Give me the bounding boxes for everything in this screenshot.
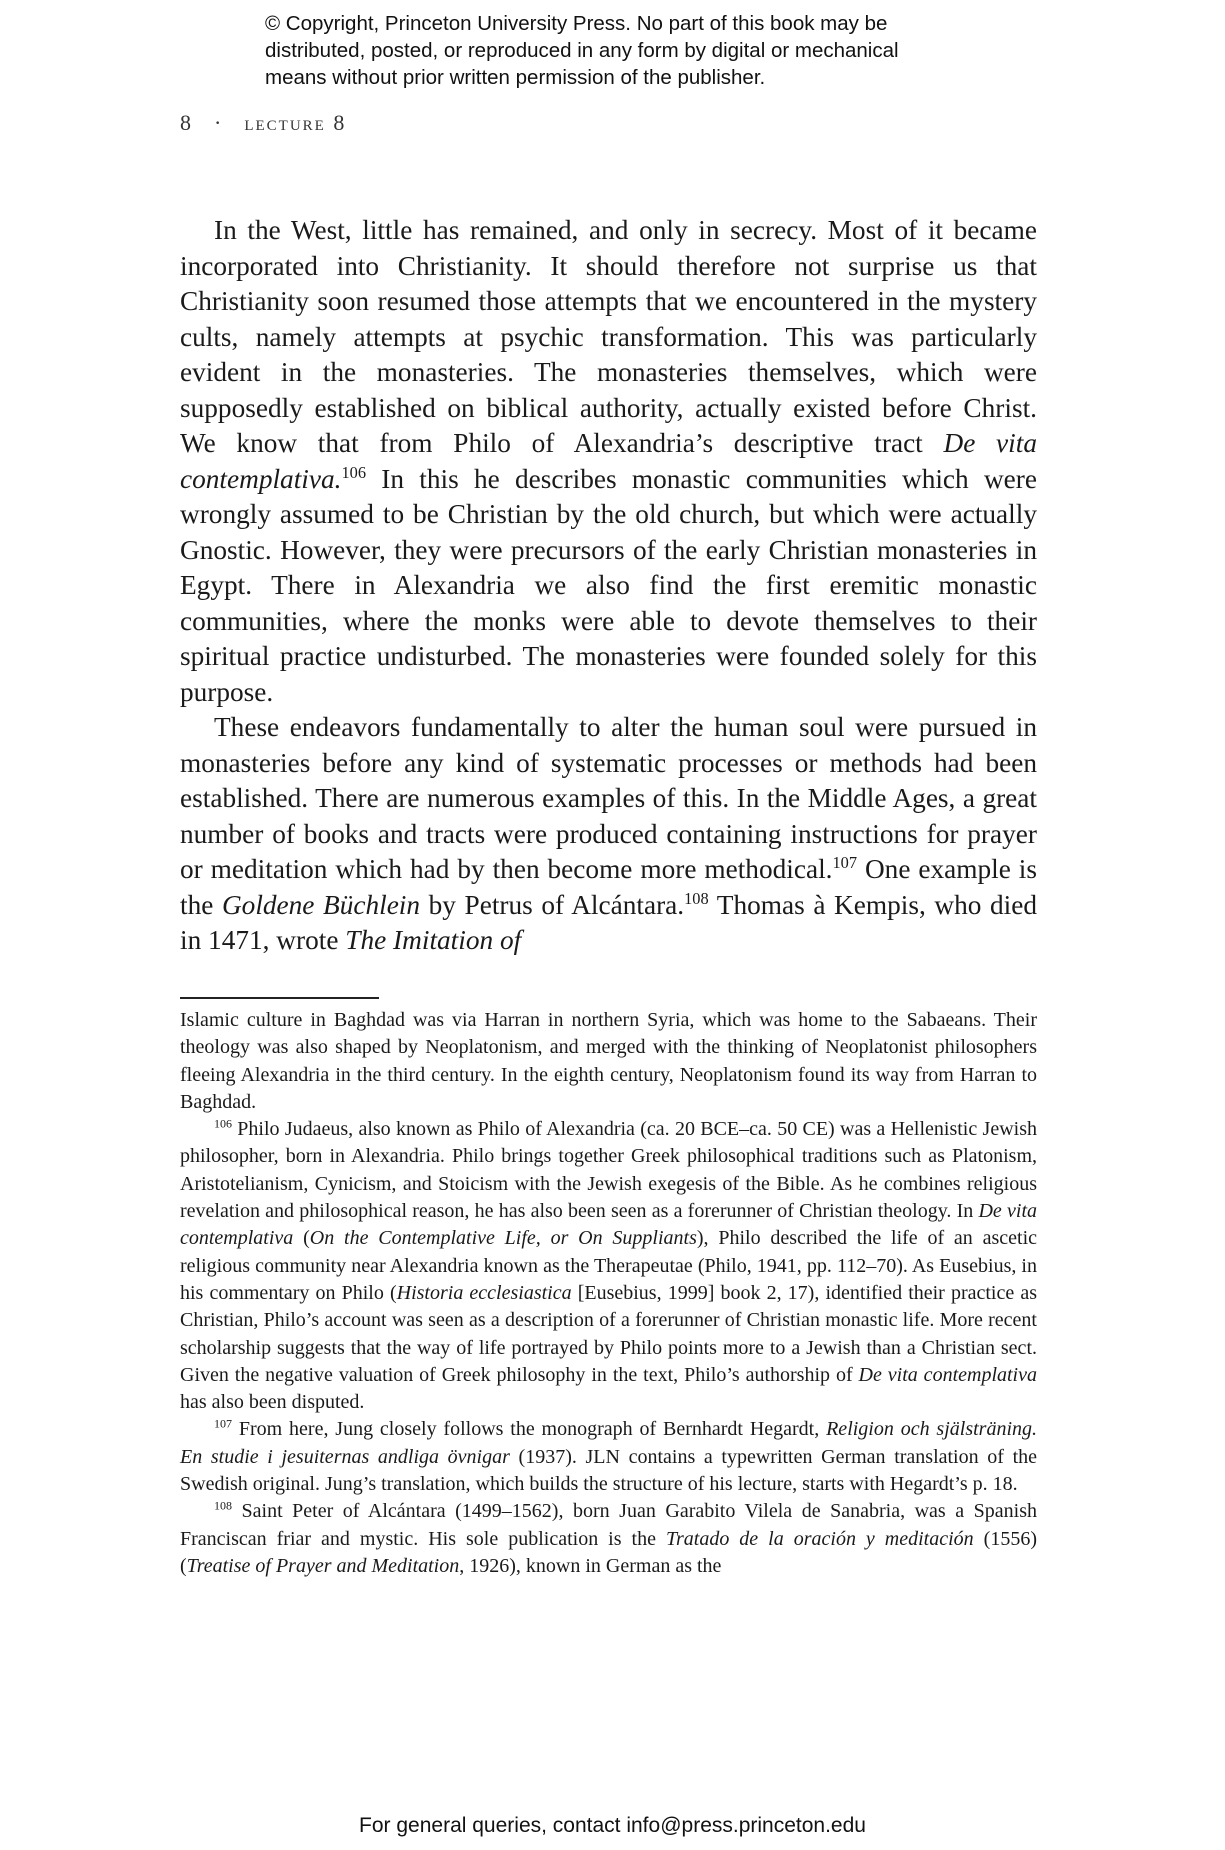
book-title: On the Contemplative Life, or On Suppliants	[309, 1227, 697, 1250]
text-run: Philo Judaeus, also known as Philo of Alexandria (ca. 20 BCE–ca. 50 CE) was a Hellenistic Jewish philosopher, born in Alexandria. Philo brings together Greek philosophical traditions such as Platonism, Aristotelianism, Cynicism, and Stoicism with the Jewish exegesis of the Bible. As he combines religious revelation and philosophical reason, he has also been seen as a forerunner of Christian theology. In	[180, 1118, 1037, 1223]
footnote-rule	[180, 997, 379, 999]
copyright-line: © Copyright, Princeton University Press. No part of this book may be	[265, 12, 888, 35]
copyright-line: means without prior written permission of the publisher.	[265, 66, 766, 89]
book-title: Religion och själsträning. En studie i jesuiternas andliga övnigar	[180, 1418, 1038, 1468]
page-number: 8	[180, 110, 192, 135]
text-run: From here, Jung closely follows the monograph of Bernhardt Hegardt,	[232, 1418, 827, 1441]
text-run: (1937). JLN contains a typewritten German translation of the Swedish original. Jung’s translation, which builds the structure of his lecture, starts with Hegardt’s p. 18.	[180, 1445, 1038, 1496]
book-title: Tratado de la oración y meditación	[665, 1527, 974, 1550]
text-run: [Eusebius, 1999] book 2, 17), identified their practice as Christian, Philo’s account was seen as a description of a forerunner of Christian monastic life. More recent scholarship suggests that the way of life portrayed by Philo points more to a Jewish than a Christian sect. Given the negative valuation of Greek philosophy in the text, Philo’s authorship of	[180, 1281, 1038, 1386]
text-run: One example is the	[180, 854, 1037, 920]
text-run: These endeavors fundamentally to alter the human soul were pursued in monasteries before any kind of systematic processes or methods had been established. There are numerous examples of this. In the Middle Ages, a great number of books and tracts were produced containing instructions for prayer or meditation which had by then become more methodical.	[180, 712, 1037, 884]
book-title: De vita contemplativa	[180, 1200, 1038, 1250]
text-run: , 1926), known in German as the	[459, 1554, 722, 1577]
copyright-line: distributed, posted, or reproduced in any form by digital or mechanical	[265, 39, 899, 62]
book-title: Historia ecclesiastica	[396, 1281, 572, 1304]
footnote-number: 107	[214, 1416, 232, 1431]
text-run: Thomas à Kempis, who died in 1471, wrote	[180, 889, 1037, 955]
footnotes	[180, 1007, 1037, 1580]
text-run: has also been disputed.	[180, 1391, 365, 1414]
chapter-title: lecture 8	[244, 110, 347, 135]
footnote-number: 106	[214, 1116, 232, 1131]
footnote-108	[180, 1498, 1037, 1580]
footnote-ref: 108	[684, 888, 709, 908]
text-run: In the West, little has remained, and only in secrecy. Most of it became incorporated into Christianity. It should therefore not surprise us that Christianity soon resumed those attempts that we encountered in the mystery cults, namely attempts at psychic transformation. This was particularly evident in the monasteries. The monasteries themselves, which were supposedly established on biblical authority, actually existed before Christ. We know that from Philo of Alexandria’s descriptive tract	[180, 215, 1037, 458]
text-run: In this he describes monastic communities which were wrongly assumed to be Christian by the old church, but which were actually Gnostic. However, they were precursors of the early Christian monasteries in Egypt. There in Alexandria we also find the first eremitic monastic communities, where the monks were able to devote themselves to their spiritual practice undisturbed. The monasteries were founded solely for this purpose.	[180, 463, 1037, 707]
paragraph	[180, 710, 1037, 959]
text-run: (1556) (	[180, 1527, 1037, 1577]
footnote-ref: 107	[832, 852, 858, 872]
footnote-106	[180, 1116, 1037, 1416]
book-title: The Imitation of	[345, 925, 522, 955]
text-run: ), Philo described the life of an ascetic religious community near Alexandria known as the Therapeutae (Philo, 1941, pp. 112–70). As Eusebius, in his commentary on Philo (	[180, 1227, 1037, 1304]
text-run: by Petrus of Alcántara.	[420, 889, 685, 920]
footnote-107	[180, 1416, 1037, 1498]
running-head-separator: ·	[214, 110, 223, 135]
copyright-notice	[265, 10, 1025, 91]
book-title: De vita contemplativa	[858, 1363, 1037, 1386]
book-title: Goldene Büchlein	[221, 889, 421, 920]
book-title: De vita contemplativa.	[180, 428, 1037, 494]
footnote-number: 108	[214, 1498, 232, 1513]
footnote-ref: 106	[341, 462, 367, 482]
footnote-continuation	[180, 1007, 1037, 1116]
body-text	[180, 213, 1037, 959]
contact-footer: For general queries, contact info@press.princeton.edu	[359, 1814, 866, 1837]
book-title: Treatise of Prayer and Meditation	[186, 1554, 460, 1577]
text-run: Islamic culture in Baghdad was via Harran in northern Syria, which was home to the Sabaeans. Their theology was also shaped by Neoplatonism, and merged with the thinking of Neoplatonist philosophers fleeing Alexandria in the third century. In the eighth century, Neoplatonism found its way from Harran to Baghdad.	[180, 1009, 1037, 1113]
text-run: Saint Peter of Alcántara (1499–1562), born Juan Garabito Vilela de Sanabria, was a Spanish Franciscan friar and mystic. His sole publication is the	[180, 1500, 1037, 1550]
paragraph	[180, 213, 1037, 710]
running-head	[180, 110, 346, 136]
text-run: (	[293, 1227, 310, 1250]
